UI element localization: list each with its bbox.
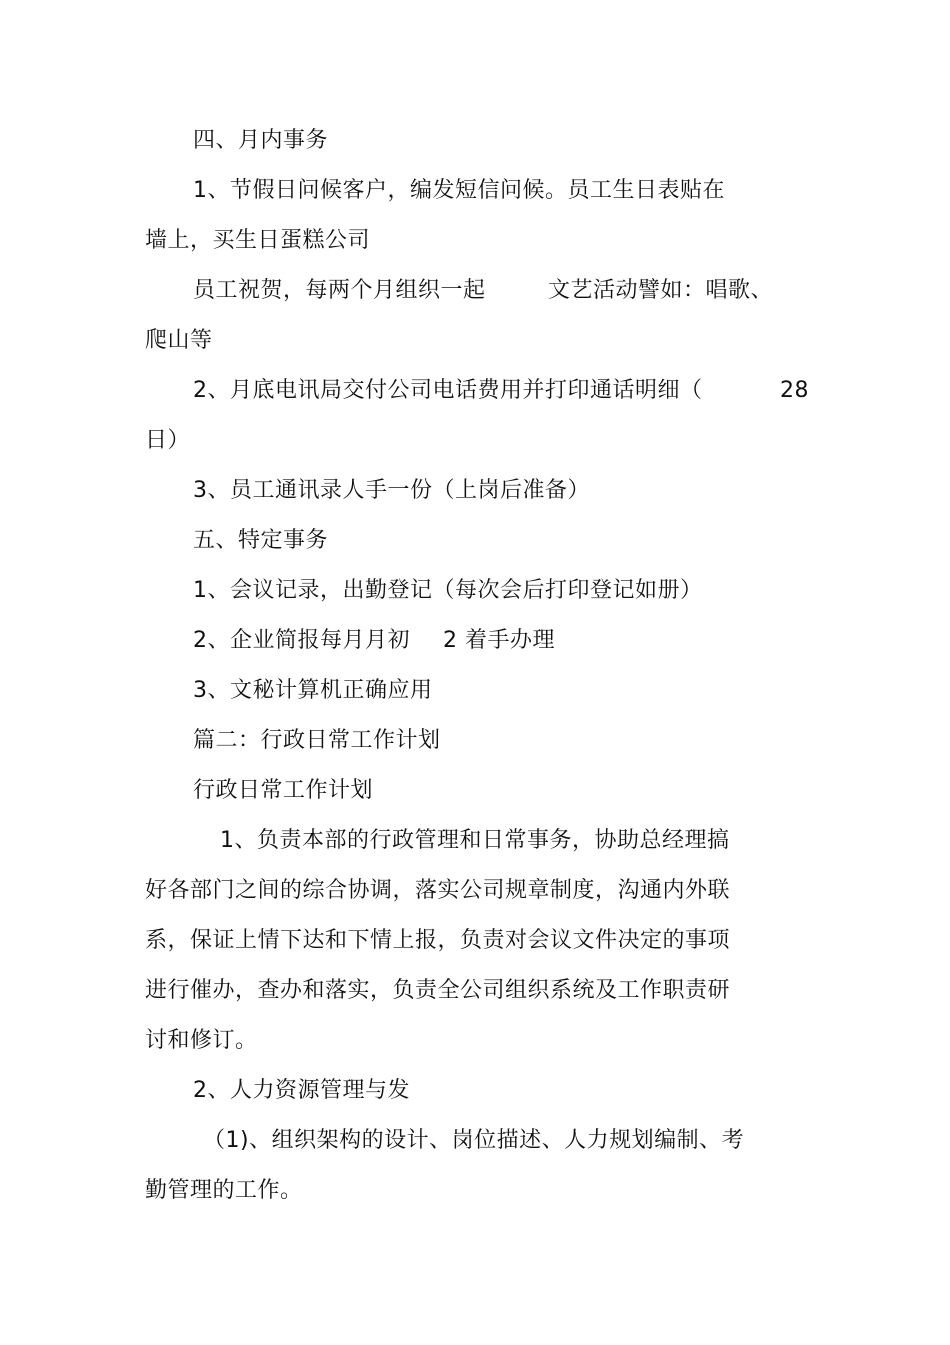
paragraph-line-fragment: 28 [780,378,809,403]
paragraph-line: 2、人力资源管理与发 [193,1078,410,1103]
paragraph-line: 1、会议记录，出勤登记（每次会后打印登记如册） [193,578,703,603]
paragraph-line: 3、员工通讯录人手一份（上岗后准备） [193,478,590,503]
paragraph-line: 系，保证上情下达和下情上报，负责对会议文件决定的事项 [145,928,731,953]
paragraph-line: 1、节假日问候客户，编发短信问候。员工生日表贴在 [193,178,725,203]
paragraph-line-fragment: 文艺活动譬如：唱歌、 [548,278,774,303]
paragraph-line: 3、文秘计算机正确应用 [193,678,433,703]
paragraph-line-fragment: 2 着手办理 [443,628,555,653]
paragraph-line: 墙上，买生日蛋糕公司 [145,228,371,253]
section-heading-5: 五、特定事务 [193,528,329,553]
chapter-heading: 篇二：行政日常工作计划 [193,728,441,753]
plan-title: 行政日常工作计划 [193,778,374,803]
paragraph-line: 员工祝贺，每两个月组织一起 [193,278,486,303]
paragraph-line: 勤管理的工作。 [145,1178,303,1203]
section-heading-4: 四、月内事务 [193,128,329,153]
paragraph-line: 1、负责本部的行政管理和日常事务，协助总经理搞 [220,828,730,853]
paragraph-line: 爬山等 [145,328,213,353]
paragraph-line: （1)、组织架构的设计、岗位描述、人力规划编制、考 [203,1128,745,1153]
paragraph-line: 进行催办，查办和落实，负责全公司组织系统及工作职责研 [145,978,731,1003]
paragraph-line: 好各部门之间的综合协调，落实公司规章制度，沟通内外联 [145,878,731,903]
paragraph-line: 日） [145,428,191,453]
paragraph-line: 2、企业简报每月月初 [193,628,410,653]
paragraph-line: 讨和修订。 [145,1028,258,1053]
paragraph-line: 2、月底电讯局交付公司电话费用并打印通话明细（ [193,378,703,403]
